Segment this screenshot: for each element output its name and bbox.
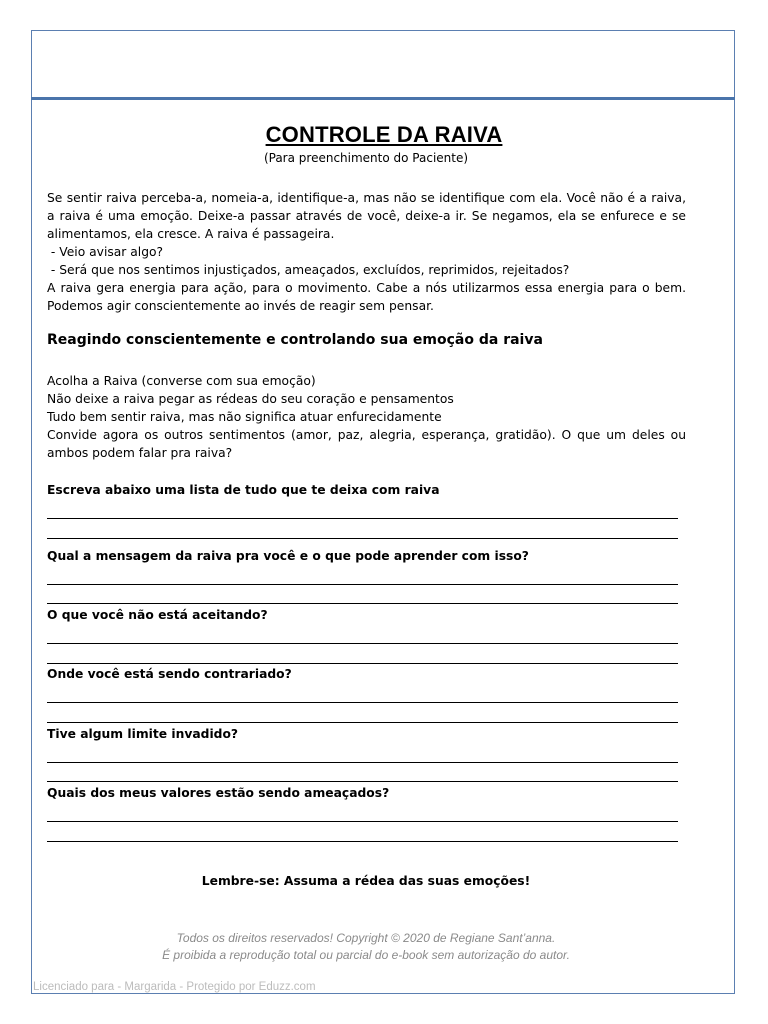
- header-rule: [31, 97, 735, 100]
- intro-paragraph-2: A raiva gera energia para ação, para o movimento. Cabe a nós utilizarmos essa energia para o bem. Podemos agir conscientemente ao invés de reagir sem pensar.: [47, 281, 686, 313]
- answer-line[interactable]: [47, 702, 678, 703]
- answer-line[interactable]: [47, 538, 678, 539]
- answer-line[interactable]: [47, 722, 678, 723]
- question-label: Quais dos meus valores estão sendo ameaçados?: [47, 786, 390, 800]
- page-border: [31, 30, 735, 994]
- question-label: O que você não está aceitando?: [47, 608, 268, 622]
- section-heading: Reagindo conscientemente e controlando sua emoção da raiva: [47, 332, 543, 348]
- question-label: Onde você está sendo contrariado?: [47, 667, 292, 681]
- page-title: CONTROLE DA RAIVA: [265, 122, 503, 147]
- reproduction-notice: É proibida a reprodução total ou parcial do e-book sem autorização do autor.: [162, 948, 570, 962]
- answer-line[interactable]: [47, 663, 678, 664]
- intro-text: [47, 189, 686, 315]
- question-label: Tive algum limite invadido?: [47, 727, 239, 741]
- copyright-text: Todos os direitos reservados! Copyright © 2020 de Regiane Sant’anna.: [176, 931, 556, 945]
- page-subtitle: (Para preenchimento do Paciente): [263, 151, 469, 165]
- step-item: Tudo bem sentir raiva, mas não significa atuar enfurecidamente: [47, 410, 442, 424]
- intro-paragraph: Se sentir raiva perceba-a, nomeia-a, identifique-a, mas não se identifique com ela. Você não é a raiva, a raiva é uma emoção. Deixe-a passar através de você, deixe-a ir. Se negamos, ela se enfurece e se alimentamos, ela cresce. A raiva é passageira.: [47, 191, 686, 241]
- question-label: Qual a mensagem da raiva pra você e o que pode aprender com isso?: [47, 549, 529, 563]
- answer-line[interactable]: [47, 518, 678, 519]
- answer-line[interactable]: [47, 821, 678, 822]
- answer-line[interactable]: [47, 762, 678, 763]
- reminder-text: Lembre-se: Assuma a rédea das suas emoções!: [201, 874, 531, 888]
- intro-question-2: - Será que nos sentimos injustiçados, ameaçados, excluídos, reprimidos, rejeitados?: [47, 263, 570, 277]
- step-item: Convide agora os outros sentimentos (amor, paz, alegria, esperança, gratidão). O que um deles ou ambos podem falar pra raiva?: [47, 428, 686, 460]
- intro-question-1: - Veio avisar algo?: [47, 245, 164, 259]
- answer-line[interactable]: [47, 643, 678, 644]
- steps-text: [47, 372, 686, 462]
- answer-line[interactable]: [47, 603, 678, 604]
- answer-line[interactable]: [47, 584, 678, 585]
- step-item: Não deixe a raiva pegar as rédeas do seu coração e pensamentos: [47, 392, 454, 406]
- question-label: Escreva abaixo uma lista de tudo que te deixa com raiva: [47, 483, 440, 497]
- answer-line[interactable]: [47, 841, 678, 842]
- answer-line[interactable]: [47, 781, 678, 782]
- license-watermark: Licenciado para - Margarida - Protegido por Eduzz.com: [33, 981, 316, 993]
- step-item: Acolha a Raiva (converse com sua emoção): [47, 374, 316, 388]
